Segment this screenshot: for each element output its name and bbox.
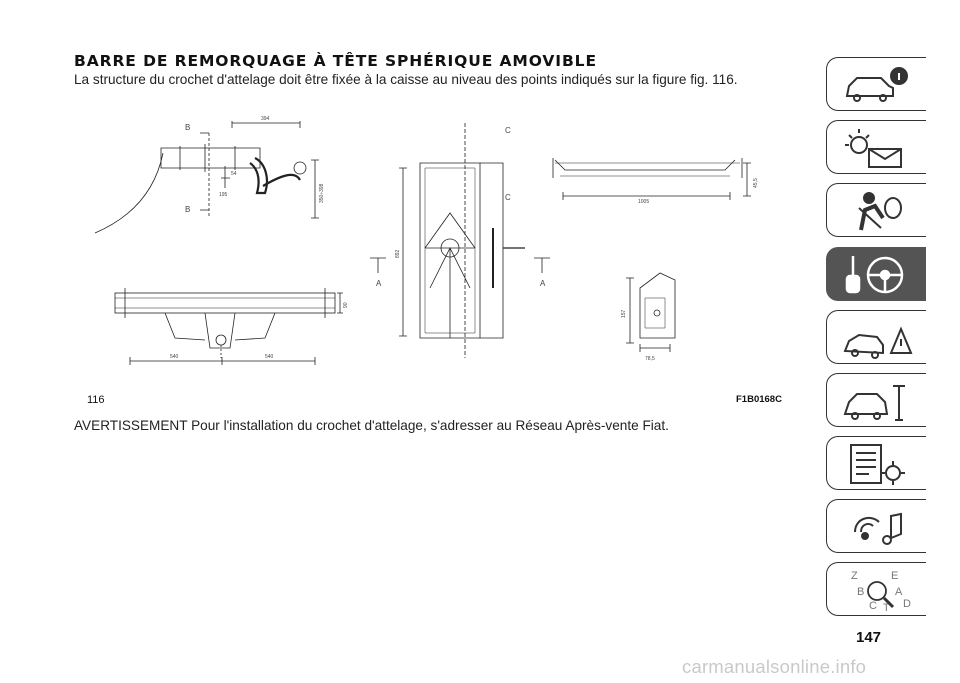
page-number: 147	[856, 629, 882, 646]
top-view-drawing	[370, 123, 550, 358]
label-a-right: A	[540, 279, 546, 288]
tab-getting-to-know-car[interactable]	[826, 57, 926, 111]
dim-157: 157	[621, 309, 627, 318]
dim-54: 54	[231, 171, 237, 177]
tab-multimedia[interactable]	[826, 499, 926, 553]
label-c-middle: C	[505, 193, 511, 202]
watermark: carmanualsonline.info	[682, 656, 867, 677]
dim-540-left: 540	[170, 354, 179, 360]
dim-45-5: 45,5	[753, 178, 759, 188]
svg-text:A: A	[895, 586, 903, 598]
label-b-top: B	[185, 123, 191, 132]
label-c-top: C	[505, 126, 511, 135]
multimedia-icon	[837, 504, 921, 550]
warning-lights-icon	[837, 125, 921, 171]
figure-number: 116	[87, 394, 105, 406]
svg-text:B: B	[857, 586, 865, 598]
tab-index[interactable]	[826, 562, 926, 616]
tab-emergency[interactable]	[826, 310, 926, 364]
car-maintenance-icon	[837, 378, 921, 424]
crossbar-plan-drawing	[553, 158, 751, 200]
dim-350-398: 350÷398	[319, 183, 325, 203]
dim-195: 195	[219, 192, 228, 198]
tab-starting-driving[interactable]	[826, 247, 926, 301]
car-info-icon	[837, 62, 921, 108]
label-a-left: A	[376, 279, 382, 288]
tab-safety[interactable]	[826, 183, 926, 237]
intro-paragraph: La structure du crochet d'attelage doit être fixée à la caisse au niveau des points indiqués sur la figure fig. 116.	[74, 72, 738, 87]
dim-540-right: 540	[265, 354, 274, 360]
tab-technical-data[interactable]	[826, 436, 926, 490]
dim-90: 90	[343, 302, 349, 308]
alphabetical-index-icon	[837, 567, 921, 613]
svg-text:Z: Z	[851, 570, 858, 582]
svg-text:D: D	[903, 598, 911, 610]
svg-text:E: E	[891, 570, 899, 582]
label-b-bottom: B	[185, 205, 191, 214]
tow-hitch-technical-drawing	[85, 108, 785, 393]
dim-78-5: 78,5	[645, 356, 655, 362]
key-steering-wheel-icon	[837, 252, 921, 298]
warning-paragraph: AVERTISSEMENT Pour l'installation du crochet d'attelage, s'adresser au Réseau Après-vente Fiat.	[74, 418, 669, 433]
tab-warning-lights[interactable]	[826, 120, 926, 174]
car-breakdown-icon	[837, 315, 921, 361]
seatbelt-airbag-icon	[837, 188, 921, 234]
dim-892: 892	[395, 249, 401, 258]
technical-data-icon	[837, 441, 921, 487]
tab-maintenance[interactable]	[826, 373, 926, 427]
svg-text:T: T	[883, 602, 890, 613]
chapter-tabs	[826, 0, 936, 683]
side-view-drawing	[95, 121, 319, 233]
rear-view-drawing	[115, 288, 343, 365]
figure-code: F1B0168C	[736, 394, 782, 405]
section-title: BARRE DE REMORQUAGE À TÊTE SPHÉRIQUE AMOVIBLE	[74, 52, 597, 70]
dim-1005: 1005	[638, 199, 650, 205]
dim-394: 394	[261, 116, 270, 122]
section-detail-drawing	[626, 273, 675, 352]
svg-text:C: C	[869, 600, 877, 612]
